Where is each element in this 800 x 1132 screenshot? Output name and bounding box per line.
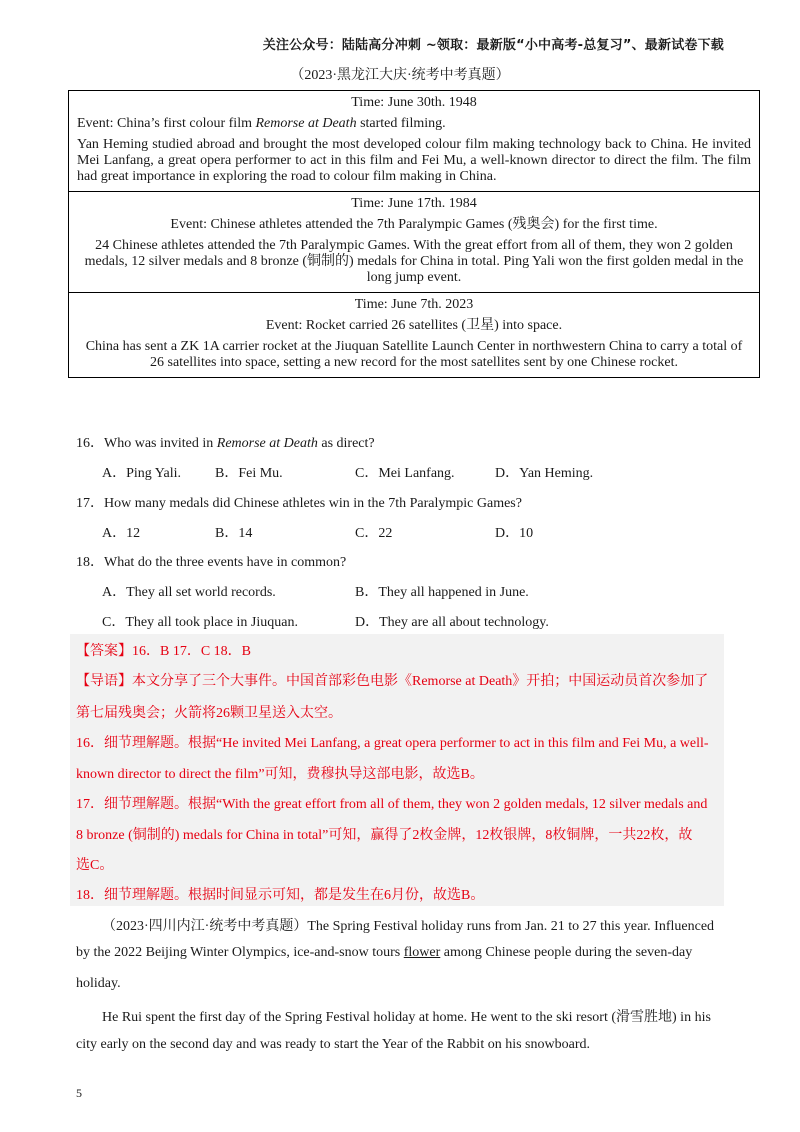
option-a[interactable]: A．Ping Yali.: [102, 466, 181, 481]
passage-text: （2023·四川内江·统考中考真题）The Spring Festival holiday runs from Jan. 21 to 27 this year. Influenced: [102, 919, 715, 934]
explanation-16: known director to direct the film”可知，费穆执导这部电影，故选B。: [76, 767, 484, 782]
event-cell: [69, 293, 760, 378]
explanation-17: 17．细节理解题。根据“With the great effort from all of them, they won 2 golden medals, 12 silver medals and: [76, 797, 708, 812]
event-row: [69, 293, 760, 378]
event-cell: [69, 192, 760, 293]
event-body: 24 Chinese athletes attended the 7th Paralympic Games. With the great effort from all of them, they won 2 golden medals, 12 silver medals and 8 bronze (铜制的) medals for China in total. Ping Yali won the first golden medal in the long jump event.: [84, 238, 744, 285]
event-time: Time: June 30th. 1948: [351, 95, 477, 110]
event-title: Event: Chinese athletes attended the 7th Paralympic Games (残奥会) for the first time.: [170, 217, 658, 232]
explanation-16: 16．细节理解题。根据“He invited Mei Lanfang, a great opera performer to act in this film and Fei Mu, a well-: [76, 736, 709, 751]
explanation-17: 8 bronze (铜制的) medals for China in total”可知，赢得了2枚金牌，12枚银牌，8枚铜牌，一共22枚，故: [76, 828, 693, 843]
option-d[interactable]: D．Yan Heming.: [495, 466, 594, 481]
header-note: 关注公众号：陆陆高分冲刺 ~领取：最新版“小中高考-总复习”、最新试卷下载: [262, 38, 724, 53]
event-title: Event: Rocket carried 26 satellites (卫星) into space.: [265, 318, 563, 333]
event-cell: [69, 91, 760, 192]
option-c[interactable]: C．Mei Lanfang.: [355, 466, 455, 481]
option-b[interactable]: B．They all happened in June.: [355, 585, 529, 600]
question-18: 18．What do the three events have in common?: [76, 555, 347, 570]
event-body: China has sent a ZK 1A carrier rocket at the Jiuquan Satellite Launch Center in northwestern China to carry a total of 26 satellites into space, setting a new record for the most satellites sent by one Chinese rocket.: [85, 339, 743, 370]
lead-in-text: 【导语】本文分享了三个大事件。中国首部彩色电影《Remorse at Death》开拍；中国运动员首次参加了: [76, 674, 709, 689]
passage-text: He Rui spent the first day of the Spring Festival holiday at home. He went to the ski resort (滑雪胜地) in his: [102, 1010, 711, 1025]
option-d[interactable]: D．10: [495, 526, 534, 541]
underlined-word: flower: [403, 945, 441, 960]
film-title: Remorse at Death: [255, 116, 357, 131]
option-b[interactable]: B．Fei Mu.: [215, 466, 283, 481]
question-16: 16．Who was invited in Remorse at Death as direct?: [76, 436, 375, 451]
option-b[interactable]: B．14: [215, 526, 253, 541]
passage-text: city early on the second day and was ready to start the Year of the Rabbit on his snowboard.: [76, 1037, 590, 1052]
answer-key: 【答案】16．B 17．C 18．B: [76, 644, 252, 659]
event-title: Event: China’s first colour film Remorse at Death started filming.: [77, 116, 446, 131]
event-row: [69, 192, 760, 293]
question-17: 17．How many medals did Chinese athletes win in the 7th Paralympic Games?: [76, 496, 522, 511]
option-c[interactable]: C．22: [355, 526, 393, 541]
passage-text: holiday.: [76, 976, 121, 991]
option-a[interactable]: A．12: [102, 526, 141, 541]
events-table: [68, 90, 760, 378]
option-a[interactable]: A．They all set world records.: [102, 585, 276, 600]
event-time: Time: June 7th. 2023: [354, 297, 474, 312]
explanation-17: 选C。: [76, 858, 114, 873]
lead-in-text: 第七届残奥会；火箭将26颗卫星送入太空。: [76, 706, 342, 721]
page-number: 5: [76, 1086, 82, 1100]
event-body: Yan Heming studied abroad and brought the most developed colour film making technology back to China. He invited Mei Lanfang, a great opera performer to act in this film and Fei Mu, a well-known director to direct the film. The film had great importance in exploring the road to colour film making in China.: [77, 137, 751, 184]
event-row: [69, 91, 760, 192]
explanation-18: 18．细节理解题。根据时间显示可知，都是发生在6月份，故选B。: [76, 888, 485, 903]
option-c[interactable]: C．They all took place in Jiuquan.: [102, 615, 298, 630]
event-time: Time: June 17th. 1984: [351, 196, 477, 211]
option-d[interactable]: D．They are all about technology.: [355, 615, 549, 630]
passage-text: by the 2022 Beijing Winter Olympics, ice-and-snow tours flower among Chinese people during the seven-day: [76, 945, 693, 960]
source-label: （2023·黑龙江大庆·统考中考真题）: [290, 68, 510, 83]
